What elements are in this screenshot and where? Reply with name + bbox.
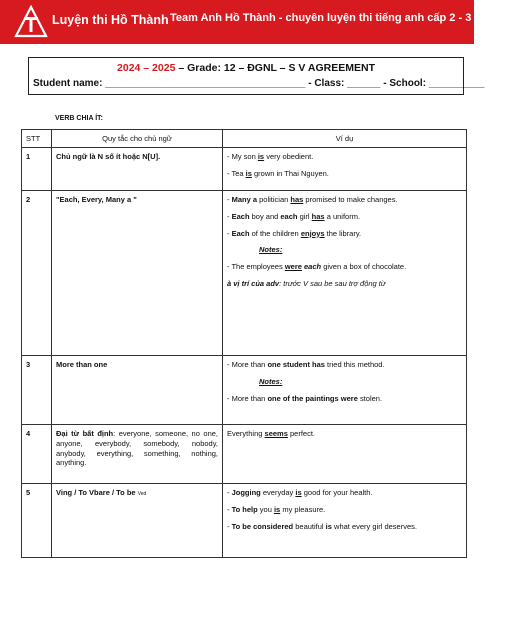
table-row <box>22 425 467 484</box>
column-header-example: Ví dụ <box>223 130 467 148</box>
example-line: - Each of the children enjoys the library. <box>227 228 362 238</box>
example-line: - My son is very obedient. <box>227 152 314 161</box>
row-number: 2 <box>22 191 52 356</box>
table-row <box>22 356 467 425</box>
student-info-line: Student name: ____________________________________ - Class: ______ - School: __________ <box>33 78 485 89</box>
example-line: - Tea is grown in Thai Nguyen. <box>227 168 329 178</box>
section-title: VERB CHIA ÍT: <box>55 115 103 122</box>
table-row <box>22 148 467 191</box>
table-row <box>22 191 467 356</box>
example-line: - More than one student has tried this method. <box>227 360 385 369</box>
tagline: Team Anh Hồ Thành - chuyên luyện thi tiếng anh cấp 2 - 3 - IELTS <box>170 12 511 24</box>
school-year: 2024 – 2025 <box>117 62 176 74</box>
example-line: - Many a politician has promised to make changes. <box>227 195 398 204</box>
triangle-t-logo-icon <box>14 5 48 39</box>
example-cell <box>223 148 467 191</box>
row-number: 5 <box>22 484 52 558</box>
sv-agreement-table <box>21 129 467 558</box>
brand-name: Luyện thi Hồ Thành <box>52 13 169 27</box>
example-line: Everything seems perfect. <box>227 429 315 438</box>
example-line: - To help you is my pleasure. <box>227 504 326 514</box>
grade-title: – Grade: 12 – ĐGNL – S V AGREEMENT <box>175 62 375 74</box>
example-cell <box>223 425 467 484</box>
header-banner <box>0 0 511 44</box>
adverb-position-note: à vị trí của adv: trước V sau be sau trợ động từ <box>227 278 386 288</box>
worksheet-title-box <box>28 57 485 95</box>
row-number: 3 <box>22 356 52 425</box>
table-header-row <box>22 130 467 148</box>
row-number: 1 <box>22 148 52 191</box>
example-cell <box>223 356 467 425</box>
example-cell <box>223 484 467 558</box>
example-line: - To be considered beautiful is what every girl deserves. <box>227 521 417 531</box>
example-line: - Each boy and each girl has a uniform. <box>227 211 361 221</box>
notes-label: Notes: <box>259 245 283 255</box>
example-line: - The employees were each given a box of chocolate. <box>227 262 407 271</box>
column-header-stt: STT <box>22 130 52 148</box>
rule-cell: More than one <box>52 356 223 425</box>
worksheet-title <box>29 62 463 74</box>
column-header-rule: Quy tắc cho chủ ngữ <box>52 130 223 148</box>
rule-cell: Chủ ngữ là N số ít hoặc N[U]. <box>52 148 223 191</box>
rule-cell: "Each, Every, Many a " <box>52 191 223 356</box>
rule-cell: Ving / To Vbare / To be Ved <box>52 484 223 558</box>
example-line: - More than one of the paintings were stolen. <box>227 393 383 403</box>
notes-label: Notes: <box>259 376 283 386</box>
example-cell <box>223 191 467 356</box>
rule-cell: Đại từ bất định: everyone, someone, no one, anyone, everybody, somebody, nobody, anybody, everything, something, nothing, anything. <box>52 425 223 484</box>
row-number: 4 <box>22 425 52 484</box>
example-line: - Jogging everyday is good for your health. <box>227 488 373 497</box>
table-row <box>22 484 467 558</box>
